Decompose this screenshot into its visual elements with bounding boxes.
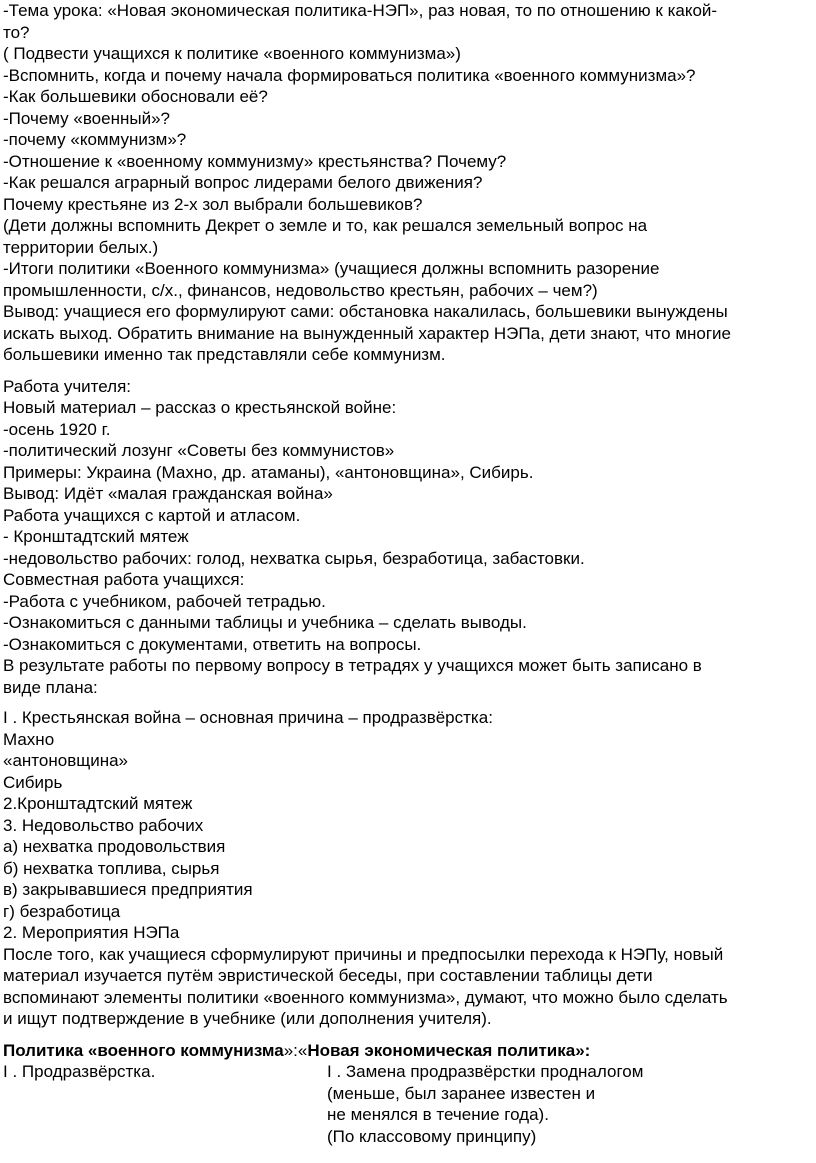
teacher-work-block [3,376,811,699]
text-line: -Ознакомиться с документами, ответить на вопросы. [3,634,422,654]
text-line: В результате работы по первому вопросу в тетрадях у учащихся может быть записано в [3,656,702,675]
text-line: -Тема урока: «Новая экономическая политика-НЭП», раз новая, то по отношению к какой- [3,1,718,20]
text-line: -Как решался аграрный вопрос лидерами белого движения? [3,173,483,192]
paragraph-gap [3,698,811,707]
comparison-table [3,1040,811,1148]
text-line: 2. Мероприятия НЭПа [3,923,180,942]
text-line: то? [3,22,30,42]
table-cell-line: (По классовому принципу) [327,1126,537,1146]
document-page [3,0,811,1147]
text-line: Сибирь [3,772,63,792]
table-cell-line: (меньше, был заранее известен и [327,1083,596,1103]
text-line: Новый материал – рассказ о крестьянской войне: [3,398,397,417]
text-line: -Как большевики обосновали её? [3,87,268,106]
text-line: 2.Кронштадтский мятеж [3,794,193,813]
text-line: промышленности, с/х., финансов, недовольство крестьян, рабочих – чем?) [3,280,598,300]
table-header [3,1040,811,1062]
table-column-left [3,1061,327,1147]
text-line: -недовольство рабочих: голод, нехватка сырья, безработица, забастовки. [3,548,585,568]
text-line: материал изучается путём эвристической беседы, при составлении таблицы дети [3,966,653,985]
text-line: ( Подвести учащихся к политике «военного коммунизма») [3,44,461,63]
text-line: Махно [3,729,55,749]
text-line: Примеры: Украина (Махно, др. атаманы), «антоновщина», Сибирь. [3,462,534,482]
text-line: Почему крестьяне из 2-х зол выбрали большевиков? [3,194,423,214]
paragraph-gap [3,1030,811,1040]
lesson-goals-block [3,0,811,366]
text-line: -Ознакомиться с данными таблицы и учебника – сделать выводы. [3,613,527,632]
text-line: -Вспомнить, когда и почему начала формироваться политика «военного коммунизма»? [3,65,696,85]
table-header-separator: »:« [283,1040,308,1060]
text-line: -осень 1920 г. [3,419,111,439]
table-header-left: Политика «военного коммунизма [3,1040,284,1060]
table-cell-line: I . Замена продразвёрстки продналогом [327,1062,644,1081]
text-line: Вывод: Идёт «малая гражданская война» [3,484,333,503]
text-line: Вывод: учащиеся его формулируют сами: обстановка накалилась, большевики вынуждены [3,302,728,321]
table-column-right [327,1061,811,1147]
text-line: б) нехватка топлива, сырья [3,858,220,878]
text-line: вспоминают элементы политики «военного коммунизма», думают, что можно было сделать [3,987,728,1007]
text-line: После того, как учащиеся сформулируют причины и предпосылки перехода к НЭПу, новый [3,944,724,964]
text-line: большевики именно так представляли себе коммунизм. [3,345,446,364]
table-cell-line: I . Продразвёрстка. [3,1062,156,1081]
text-line: и ищут подтверждение в учебнике (или дополнения учителя). [3,1009,492,1028]
text-line: г) безработица [3,901,121,921]
text-line: I . Крестьянская война – основная причина – продразвёрстка: [3,708,493,727]
text-line: -Работа с учебником, рабочей тетрадью. [3,591,326,611]
text-line: Работа учителя: [3,376,132,396]
text-line: -Отношение к «военному коммунизму» крестьянства? Почему? [3,151,507,171]
text-line: -политический лозунг «Советы без коммунистов» [3,441,395,460]
text-line: искать выход. Обратить внимание на вынужденный характер НЭПа, дети знают, что многие [3,323,732,343]
text-line: (Дети должны вспомнить Декрет о земле и то, как решался земельный вопрос на [3,216,648,235]
table-body [3,1061,811,1147]
text-line: - Кронштадтский мятеж [3,527,189,546]
text-line: -Итоги политики «Военного коммунизма» (учащиеся должны вспомнить разорение [3,259,660,278]
text-line: а) нехватка продовольствия [3,837,226,856]
text-line: территории белых.) [3,237,159,257]
text-line: виде плана: [3,677,98,697]
text-line: Работа учащихся с картой и атласом. [3,505,301,525]
text-line: -почему «коммунизм»? [3,130,187,149]
text-line: «антоновщина» [3,751,129,770]
plan-block [3,707,811,1030]
text-line: -Почему «военный»? [3,108,170,128]
table-cell-line: не менялся в течение года). [327,1105,549,1124]
text-line: в) закрывавшиеся предприятия [3,880,253,899]
table-header-right: Новая экономическая политика»: [307,1040,591,1060]
text-line: Совместная работа учащихся: [3,570,245,589]
text-line: 3. Недовольство рабочих [3,815,204,835]
paragraph-gap [3,366,811,376]
